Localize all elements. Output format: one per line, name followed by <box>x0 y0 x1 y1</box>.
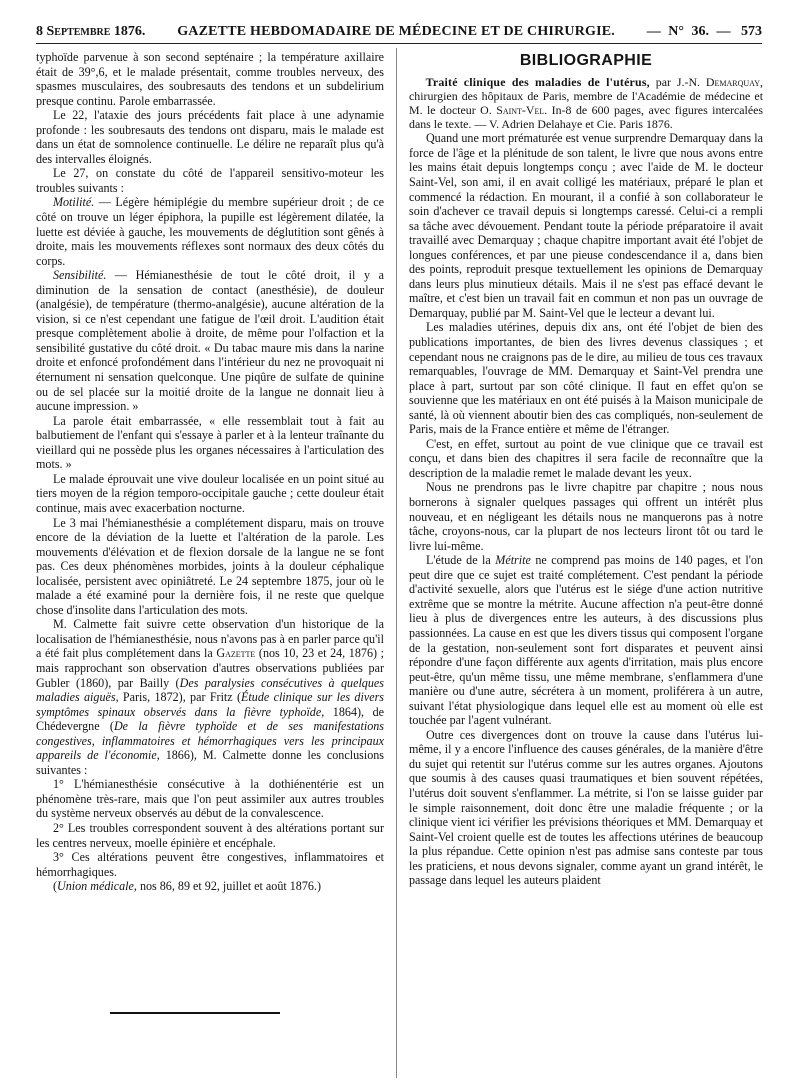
text-run: , 1864), de Chédevergne ( <box>36 704 384 734</box>
book-title: Traité clinique des maladies de l'utérus, <box>425 74 650 89</box>
header-issue-group <box>647 24 762 40</box>
source-line: (Union médicale, nos 86, 89 et 92, juillet et août 1876.) <box>52 879 321 894</box>
motilite-text: — Légère hémiplégie du membre supérieur droit ; de ce côté on trouve un léger épiphora, la pupille est légèrement dilatée, la luette est déviée à gauche, les mouvements de déglutition sont gênés à droite, mais les mouvements réflexes sont normaux des deux côtés du corps. <box>36 195 384 268</box>
text-run: , Paris, 1872), par Fritz ( <box>115 690 242 705</box>
paragraph-sensibilite <box>36 268 384 413</box>
source-details: , nos 86, 89 et 92, juillet et août 1876.) <box>133 879 321 894</box>
conclusion-3: 3° Ces altérations peuvent être congestives, inflammatoires et hémorrhagiques. <box>36 850 384 879</box>
paragraph: Quand une mort prématurée est venue surprendre Demarquay dans la force de l'âge et la plénitude de son talent, le livre que nous avons entre les mains était depuis longtemps conçu ; avec l'aide de M. le docteur Saint-Vel, son ami, il en avait colligé les matériaux, préparé le plan et commencé la rédaction. En mourant, il a confié à son collaborateur le soin d'achever ce travail depuis si longtemps caressé. Celui-ci a rempli sa tâche avec dévouement. Pendant toute la période préparatoire il avait travaillé avec Demarquay ; chaque chapitre important avait été l'objet de longues conférences, et par une pieuse condescendance il a, dans bien des points, reproduit presque textuellement les opinions de Demarquay dans leurs plus minutieux détails. Mais il ne s'est pas effacé devant le maître, et c'est bien un travail fait en commun et non pas un ouvrage de Demarquay, publié par M. Saint-Vel que le lecteur a devant lui. <box>409 131 763 320</box>
end-rule <box>110 1012 280 1014</box>
right-column <box>409 50 763 888</box>
paragraph: Nous ne prendrons pas le livre chapitre par chapitre ; nous nous bornerons à signaler quelques passages qui offrent un intérêt plus nouveau, et en négligeant les détails nous ne manquerons pas à notre tâche, croyons-nous, car la plupart de nos lecteurs liront tôt ou tard le livre lui-même. <box>409 480 763 553</box>
book-author-1: Demarquay <box>705 74 760 89</box>
paragraph-calmette <box>36 617 384 777</box>
citation-title: Des paralysies consécutives à quelques maladies aiguës <box>36 675 384 705</box>
conclusion-2: 2° Les troubles correspondent souvent à des altérations portant sur les centres nerveux, moelle épinière et encéphale. <box>36 820 384 850</box>
paragraph: La parole était embarrassée, « elle ressemblait tout à fait au balbutiement de l'enfant qui s'essaye à parler et à la lenteur traînante du vieillard qui ne possède plus les organes nécessaires à l'articulation des mots. » <box>36 413 384 472</box>
paragraph: Le 27, on constate du côté de l'appareil sensitivo-moteur les troubles suivants : <box>36 166 384 195</box>
text-run: M. Calmette fait suivre cette observation d'un historique de la localisation de l'hémianesthésie, nous n'avons pas à en parler parce qu'il a été fait plus complétement dans la <box>36 617 384 661</box>
paragraph: C'est, en effet, surtout au point de vue clinique que ce travail est conçu, et dans bien des chapitres il sera facile de reconnaître que la description de la maladie remet le malade devant les yeux. <box>409 436 763 480</box>
paragraph: Outre ces divergences dont on trouve la cause dans l'utérus lui-même, il y a encore l'influence des causes générales, de la manière d'être du sujet qui retentit sur l'utérus comme sur les autres organes. Ajoutons que soumis à des causes quasi traumatiques et bien souvent répétées, l'utérus doit souvent s'enflammer. La métrite, si l'on se laisse guider par le simple raisonnement, doit donc être une maladie fréquente ; or la clinique vient ici vérifier les prévisions théoriques et MM. Demarquay et Saint-Vel croient quelle est de toutes les affections utérines de beaucoup la plus répandue. Cette opinion n'est pas admise sans conteste par tous les praticiens, et nous devons signaler, comme ayant un grand intérêt, le passage dans lequel les auteurs plaident <box>409 727 763 888</box>
text-run: , 1866), M. Calmette donne les conclusions suivantes : <box>36 748 384 777</box>
text-run: . In-8 de 600 pages, avec figures intercalées dans le texte. — V. Adrien Delahaye et Cie. Paris 1876. <box>409 102 764 132</box>
column-divider <box>396 48 397 1078</box>
header-page-number: 573 <box>741 24 762 39</box>
header-issue: — N° 36. — <box>646 24 731 39</box>
metrite-term: Métrite <box>495 553 531 568</box>
motilite-label: Motilité. <box>52 195 95 210</box>
bibliography-title: BIBLIOGRAPHIE <box>519 52 653 69</box>
book-reference <box>409 75 763 132</box>
citation-title: Étude clinique sur les divers symptômes spinaux observés dans la fièvre typhoïde <box>36 690 384 719</box>
text-run: (nos 10, 23 et 24, 1876) ; mais rapprochant son observation d'autres observations publiées par Gubler (1860), par Bailly ( <box>36 646 384 690</box>
paragraph: Le 3 mai l'hémianesthésie a complétement disparu, mais on trouve encore de la déviation de la luette et l'altération de la parole. Les mouvements d'élévation et de flexion dorsale de la langue ne se font pas. Ces deux phénomènes morbides, joints à la douleur céphalique localisée, persistent avec opiniâtreté. Le 24 septembre 1875, jour où le malade a été examiné pour la dernière fois, il ne reste que quelque chose d'insolite dans l'articulation des mots. <box>36 515 384 617</box>
header-date: 8 Septembre 1876. <box>36 24 146 39</box>
text-run: , chirurgien des hôpitaux de Paris, membre de l'Académie de médecine et M. le docteur O. <box>409 74 763 117</box>
paragraph: Les maladies utérines, depuis dix ans, ont été l'objet de bien des publications importantes, de bien des livres devenus classiques ; et cependant nous ne craignons pas de le dire, au milieu de tous ces travaux remarquables, l'ouvrage de MM. Demarquay et Saint-Vel prendra une place à part, surtout par son côté clinique. Il faut en effet qu'on se souvienne que les matériaux en ont été puisés à la Maison municipale de santé, là où viennent aboutir bien des cas compliqués, non-seulement de Paris, mais de la France entière et même de l'étranger. <box>409 320 763 437</box>
conclusion-1: 1° L'hémianesthésie consécutive à la dothiénentérie est un phénomène très-rare, mais que l'on peut assimiler aux autres troubles du système nerveux observés au début de la convalescence. <box>36 777 384 821</box>
sensibilite-label: Sensibilité. <box>52 268 107 283</box>
sensibilite-text: — Hémianesthésie de tout le côté droit, il y a diminution de la sensation de contact (anesthésie), de douleur (analgésie), de température (thermo-analgésie), aucune altération de la vision, si ce n'est cependant une fatigue de l'œil droit. L'audition était presque complètement abolie à droite, de même pour l'olfaction et la sensibilité gustative du côté droit. « Du tabac maure mis dans la narine droite et enfoncé profondément dans l'intérieur du nez ne provoquait ni éternument ni sensation quelconque. Une piqûre de sulfate de quinine ou de sel placée sur la moitié droite de la langue ne donnait lieu à aucune impression. » <box>36 268 384 414</box>
header-title: GAZETTE HEBDOMADAIRE DE MÉDECINE ET DE CHIRURGIE. <box>177 24 615 39</box>
text-run: ne comprend pas moins de 140 pages, et l'on peut dire que ce sujet est traité complétement. C'est pendant la période d'activité sexuelle, alors que l'utérus est le siége d'une action nutritive extrême que se montre la métrite. Aucune affection n'a peut-être donné lieu à plus de divergences entre les auteurs, à des discussions plus passionnées. La cause en est que les divers tissus qui composent l'organe de la gestation, non-seulement sont fort disparates et peuvent ainsi répondre d'une façon différente aux agents d'irritation, mais plus encore peut-être, qu'un même tissu, une même membrane, s'enflammera d'une manière ou d'une autre, sécrétera à un moment, proliférera à un autre, suivant l'état physiologique dans lequel elle est au moment où elle est touchée par l'agent vulnérant. <box>409 553 764 728</box>
text-run: par J.-N. <box>649 74 706 89</box>
citation-title: De la fièvre typhoïde et de ses manifestations congestives, inflammatoires et hémorrhagiques vers les principaux appareils de l'économie <box>36 719 384 763</box>
gazette-ref: Gazette <box>216 646 256 661</box>
paragraph: Le malade éprouvait une vive douleur localisée en un point situé au tiers moyen de la région temporo-occipitale gauche ; cette douleur était continue, mais avec exacerbation nocturne. <box>36 471 384 515</box>
paragraph-motilite <box>36 195 384 268</box>
paragraph-metrite <box>409 553 763 728</box>
book-author-2: Saint-Vel <box>496 102 545 117</box>
paragraph: typhoïde parvenue à son second septénaire ; la température axillaire était de 39°,6, et le malade présentait, comme troubles nerveux, des spasmes musculaires, des soubresauts des tendons et un subdelirium presque continu. Parole embarrassée. <box>36 50 384 108</box>
text-run: L'étude de la <box>425 553 496 568</box>
source-journal: Union médicale <box>56 879 134 894</box>
paragraph: Le 22, l'ataxie des jours précédents fait place à une adynamie profonde : les soubresauts des tendons ont disparu, mais le malade est dans un état de somnolence continuelle. Le délire ne reparaît plus qu'à des intervalles éloignés. <box>36 108 384 166</box>
page-header <box>36 6 762 44</box>
left-column <box>36 50 384 894</box>
